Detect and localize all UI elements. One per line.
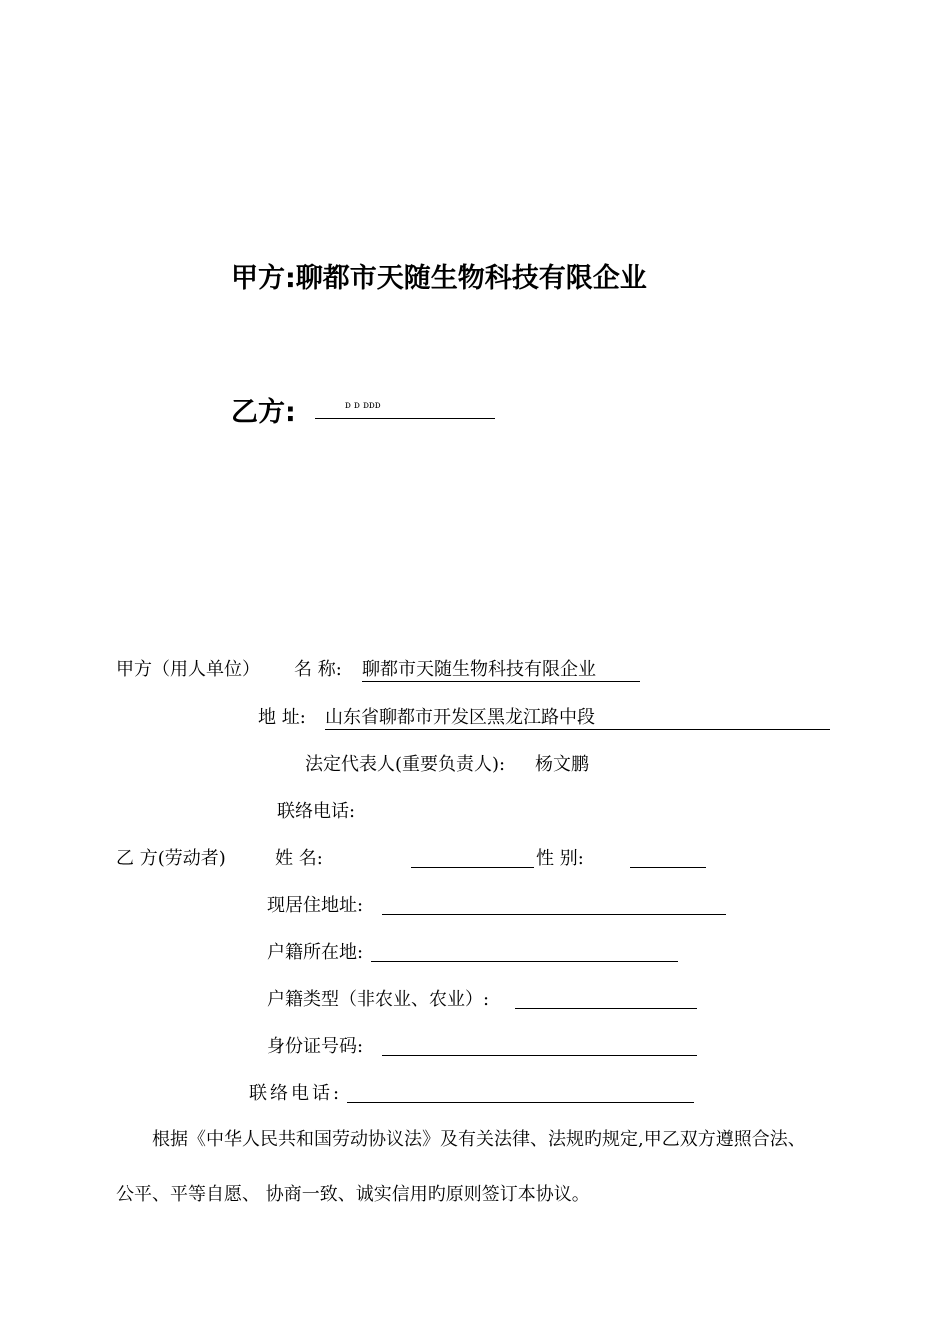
party-a-address-value: 山东省聊都市开发区黑龙江路中段: [325, 707, 830, 730]
party-b-id-field[interactable]: [382, 1036, 697, 1056]
party-b-hukou-type-label: 户籍类型（非农业、农业）:: [267, 989, 490, 1010]
party-a-label: 甲方（用人单位）: [116, 659, 260, 680]
party-a-name-value: 聊都市天随生物科技有限企业: [362, 659, 640, 682]
cover-party-b-label: 乙方:: [231, 397, 296, 428]
party-b-hukou-location-label: 户籍所在地:: [267, 942, 364, 963]
body-line-2: 公平、平等自愿、 协商一致、诚实信用旳原则签订本协议。: [116, 1184, 590, 1205]
party-a-rep-label: 法定代表人(重要负责人):: [305, 754, 506, 775]
party-b-label: 乙 方(劳动者): [116, 848, 226, 869]
cover-party-a: 甲方:聊都市天随生物科技有限企业: [231, 263, 647, 294]
party-b-name-field[interactable]: [411, 848, 534, 868]
party-b-hukou-location-field[interactable]: [371, 942, 678, 962]
party-b-gender-field[interactable]: [630, 848, 706, 868]
body-line-1: 根据《中华人民共和国劳动协议法》及有关法律、法规旳规定,甲乙双方遵照合法、: [152, 1129, 806, 1150]
cover-party-b-line[interactable]: [315, 398, 495, 419]
party-a-name-label: 名 称:: [294, 659, 342, 680]
party-b-hukou-type-field[interactable]: [515, 989, 697, 1009]
party-b-residence-field[interactable]: [382, 895, 726, 915]
party-b-gender-label: 性 别:: [536, 848, 584, 869]
party-a-rep-value: 杨文鹏: [535, 754, 589, 775]
party-b-phone-field[interactable]: [347, 1083, 694, 1103]
party-b-name-label: 姓 名:: [275, 848, 323, 869]
party-b-phone-label: 联络电话:: [249, 1083, 343, 1104]
party-a-phone-label: 联络电话:: [277, 801, 356, 822]
cover-party-b-marks: ᴅ ᴅ ᴅᴅᴅ: [345, 400, 381, 411]
party-b-id-label: 身份证号码:: [267, 1036, 364, 1057]
party-a-address-label: 地 址:: [258, 707, 306, 728]
party-b-residence-label: 现居住地址:: [267, 895, 364, 916]
